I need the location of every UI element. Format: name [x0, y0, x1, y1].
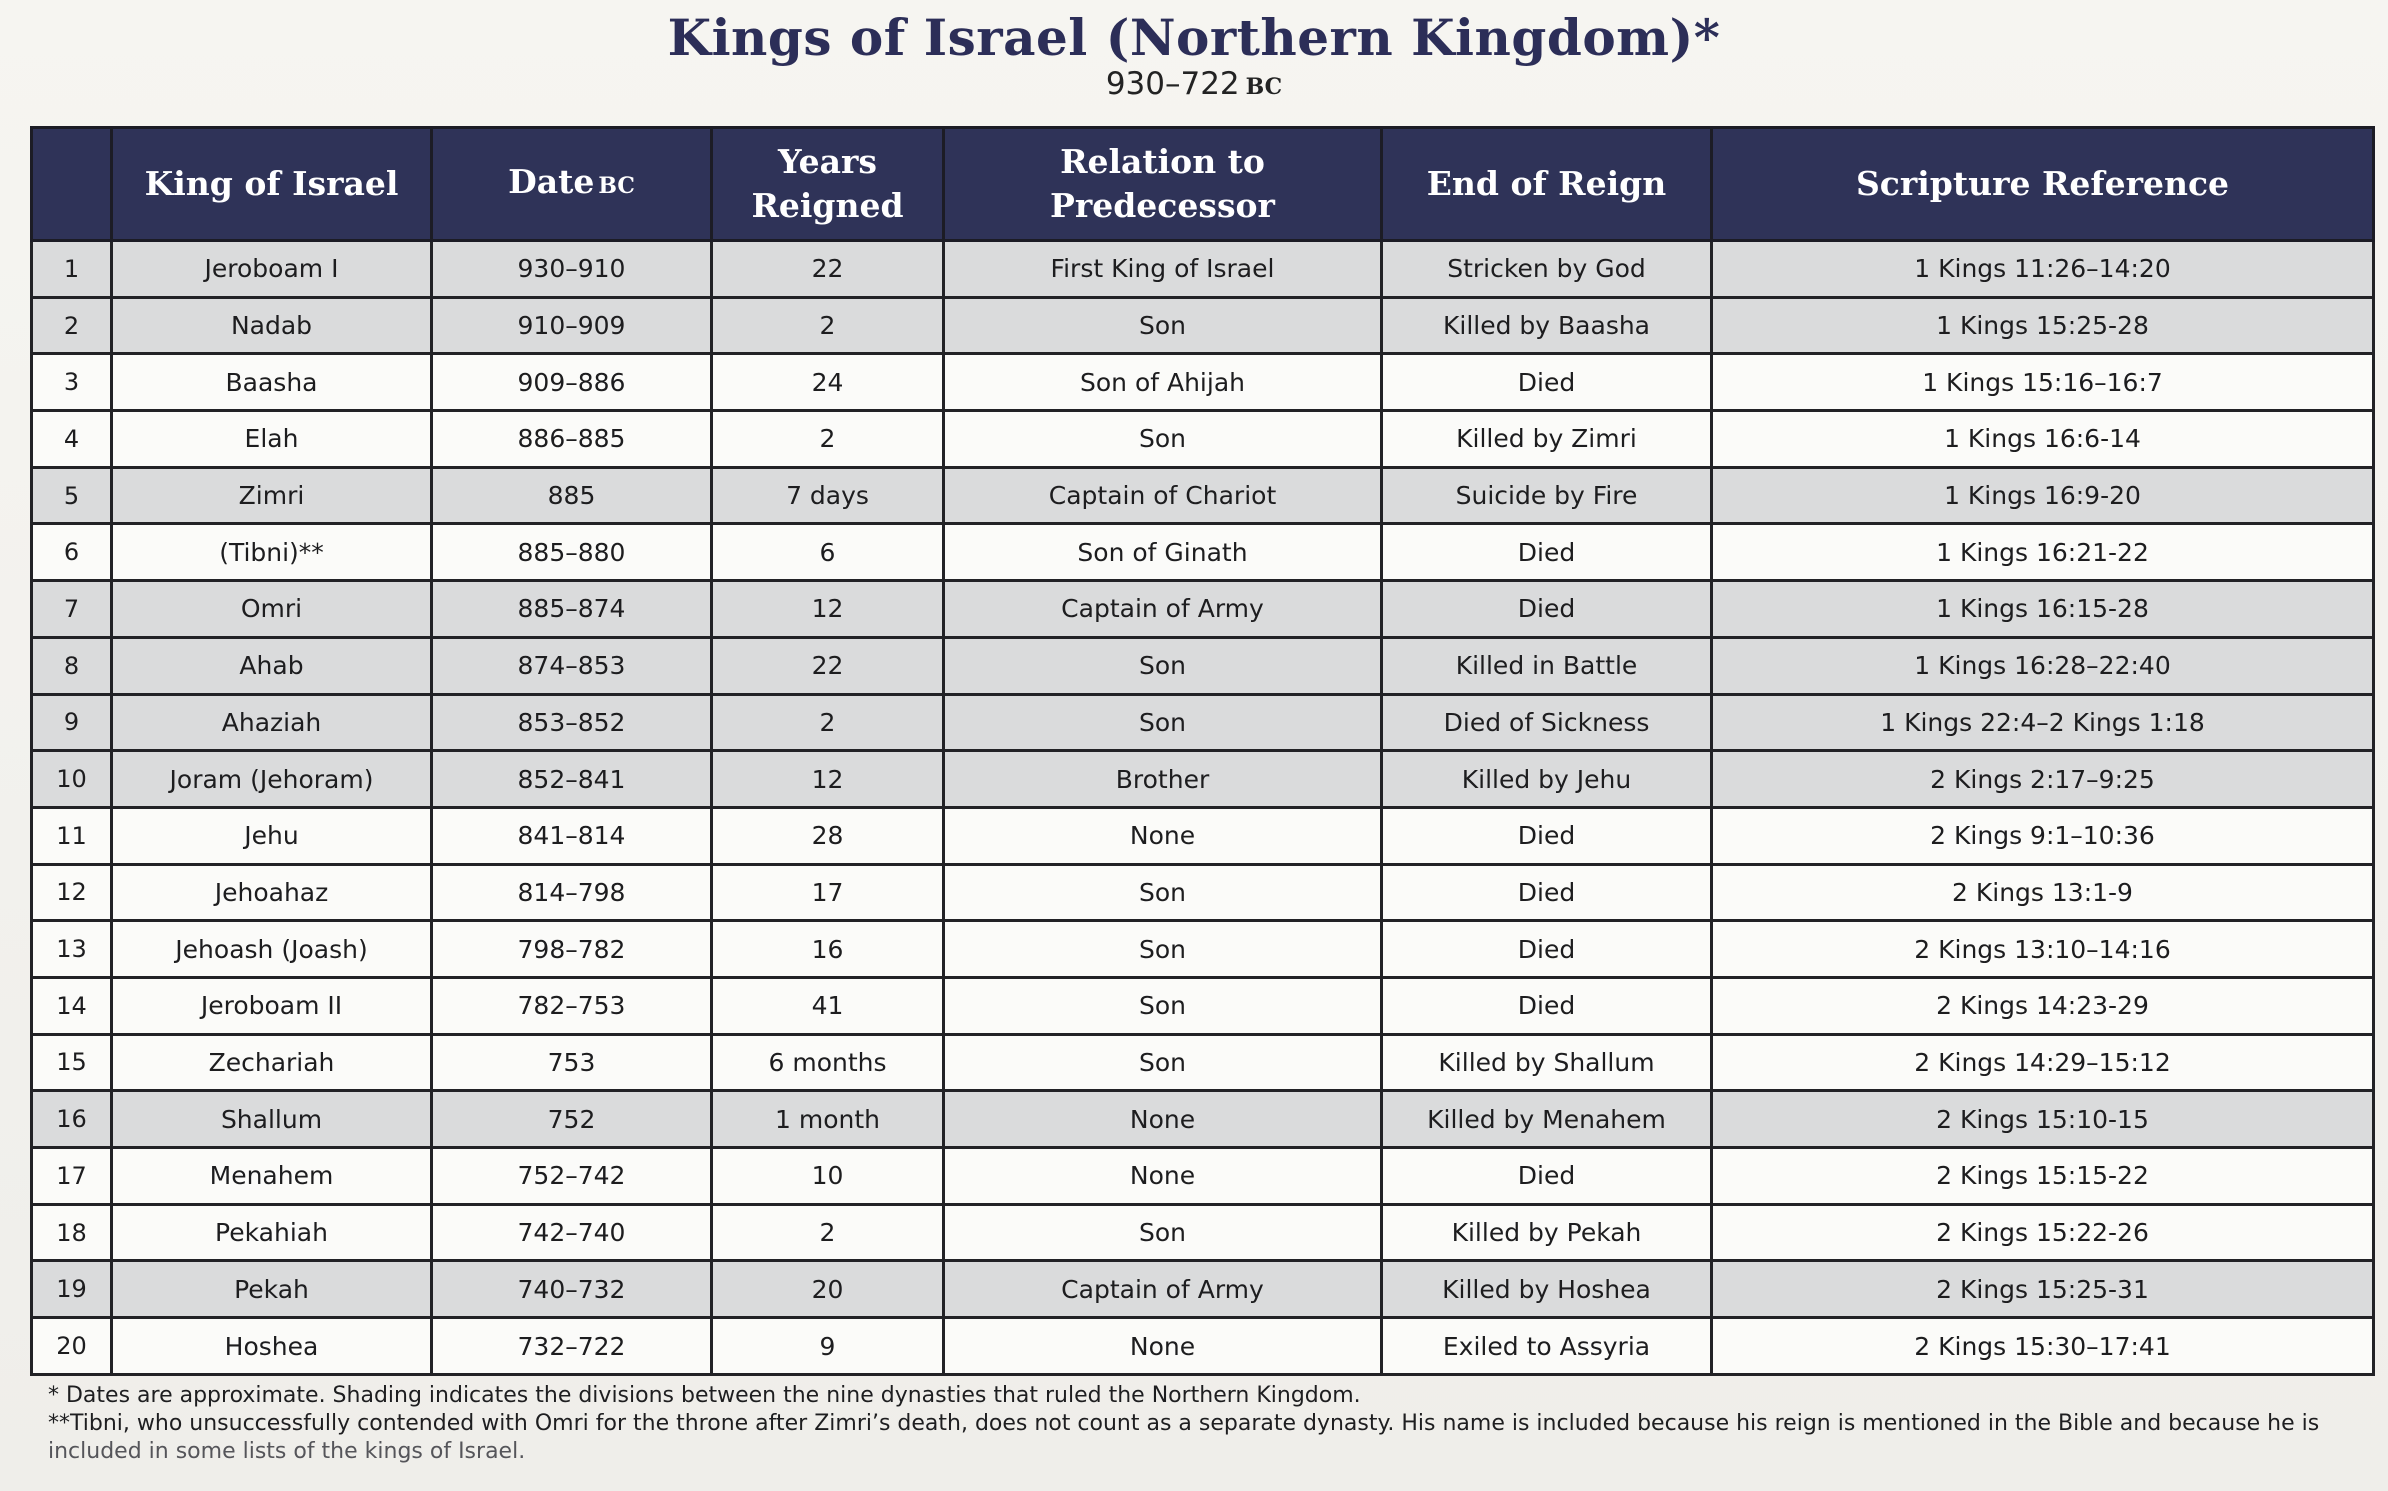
cell-end-of-reign: Died [1382, 354, 1712, 411]
kings-table [30, 126, 2375, 1376]
header-date-label: Date [508, 162, 595, 201]
cell-relation: Son [944, 1204, 1382, 1261]
cell-end-of-reign: Killed by Pekah [1382, 1204, 1712, 1261]
cell-date: 732–722 [432, 1318, 712, 1375]
cell-king: Elah [112, 411, 432, 468]
cell-date: 910–909 [432, 297, 712, 354]
cell-index: 8 [32, 637, 112, 694]
cell-king: Jehoash (Joash) [112, 921, 432, 978]
cell-end-of-reign: Died [1382, 977, 1712, 1034]
cell-date: 874–853 [432, 637, 712, 694]
cell-years: 6 months [712, 1034, 944, 1091]
cell-date: 852–841 [432, 751, 712, 808]
cell-years: 16 [712, 921, 944, 978]
header-years: Years Reigned [712, 128, 944, 241]
cell-end-of-reign: Exiled to Assyria [1382, 1318, 1712, 1375]
table-row [32, 1148, 2374, 1205]
cell-scripture-reference: 2 Kings 2:17–9:25 [1712, 751, 2374, 808]
cell-king: Jeroboam I [112, 241, 432, 298]
table-row [32, 637, 2374, 694]
table-row [32, 921, 2374, 978]
cell-relation: Son [944, 864, 1382, 921]
cell-years: 2 [712, 297, 944, 354]
cell-end-of-reign: Killed by Jehu [1382, 751, 1712, 808]
cell-index: 2 [32, 297, 112, 354]
header-end: End of Reign [1382, 128, 1712, 241]
cell-relation: Son of Ginath [944, 524, 1382, 581]
footnote-2: **Tibni, who unsuccessfully contended with Omri for the throne after Zimri’s death, does not count as a separate dynasty. His name is included because his reign is mentioned in the Bible and because he is [48, 1411, 2320, 1436]
era-label: BC [1245, 74, 1283, 100]
cell-end-of-reign: Died of Sickness [1382, 694, 1712, 751]
cell-relation: First King of Israel [944, 241, 1382, 298]
cell-years: 12 [712, 751, 944, 808]
table-row [32, 524, 2374, 581]
cell-king: Zimri [112, 467, 432, 524]
cell-years: 12 [712, 581, 944, 638]
cell-scripture-reference: 2 Kings 13:1-9 [1712, 864, 2374, 921]
cell-scripture-reference: 2 Kings 15:30–17:41 [1712, 1318, 2374, 1375]
table-row [32, 241, 2374, 298]
cell-end-of-reign: Died [1382, 581, 1712, 638]
cell-end-of-reign: Killed by Menahem [1382, 1091, 1712, 1148]
cell-scripture-reference: 2 Kings 15:10-15 [1712, 1091, 2374, 1148]
cell-years: 9 [712, 1318, 944, 1375]
table-row [32, 354, 2374, 411]
cell-years: 28 [712, 807, 944, 864]
table-row [32, 467, 2374, 524]
cell-relation: Son [944, 694, 1382, 751]
cell-index: 7 [32, 581, 112, 638]
cell-king: Zechariah [112, 1034, 432, 1091]
cell-king: Pekah [112, 1261, 432, 1318]
cell-date: 930–910 [432, 241, 712, 298]
cell-scripture-reference: 2 Kings 14:29–15:12 [1712, 1034, 2374, 1091]
cell-index: 11 [32, 807, 112, 864]
header-scripture: Scripture Reference [1712, 128, 2374, 241]
cell-date: 752–742 [432, 1148, 712, 1205]
cell-index: 6 [32, 524, 112, 581]
cell-date: 841–814 [432, 807, 712, 864]
cell-date: 740–732 [432, 1261, 712, 1318]
cell-king: Jehu [112, 807, 432, 864]
cell-relation: Captain of Army [944, 581, 1382, 638]
cell-years: 17 [712, 864, 944, 921]
table-header-row [32, 128, 2374, 241]
header-date [432, 128, 712, 241]
cell-scripture-reference: 2 Kings 14:23-29 [1712, 977, 2374, 1034]
cell-end-of-reign: Killed in Battle [1382, 637, 1712, 694]
cell-date: 753 [432, 1034, 712, 1091]
table-row [32, 411, 2374, 468]
header-date-suffix: BC [598, 173, 635, 199]
cell-years: 24 [712, 354, 944, 411]
cell-relation: None [944, 1091, 1382, 1148]
cell-end-of-reign: Died [1382, 1148, 1712, 1205]
cell-scripture-reference: 2 Kings 15:22-26 [1712, 1204, 2374, 1261]
table-row [32, 694, 2374, 751]
cell-index: 14 [32, 977, 112, 1034]
table-row [32, 807, 2374, 864]
cell-scripture-reference: 1 Kings 16:9-20 [1712, 467, 2374, 524]
table-row [32, 864, 2374, 921]
cell-end-of-reign: Killed by Hoshea [1382, 1261, 1712, 1318]
cell-relation: Son of Ahijah [944, 354, 1382, 411]
cell-king: (Tibni)** [112, 524, 432, 581]
footnote-1: * Dates are approximate. Shading indicates the divisions between the nine dynasties that ruled the Northern Kingdom. [48, 1383, 1361, 1408]
cell-scripture-reference: 1 Kings 16:6-14 [1712, 411, 2374, 468]
cell-relation: None [944, 1318, 1382, 1375]
cell-scripture-reference: 1 Kings 22:4–2 Kings 1:18 [1712, 694, 2374, 751]
cell-scripture-reference: 1 Kings 16:21-22 [1712, 524, 2374, 581]
cell-date: 798–782 [432, 921, 712, 978]
cell-relation: Son [944, 297, 1382, 354]
table-row [32, 1091, 2374, 1148]
header-king: King of Israel [112, 128, 432, 241]
cell-date: 782–753 [432, 977, 712, 1034]
cell-date: 885–874 [432, 581, 712, 638]
table-row [32, 1034, 2374, 1091]
cell-relation: Son [944, 411, 1382, 468]
cell-index: 12 [32, 864, 112, 921]
cell-relation: Son [944, 1034, 1382, 1091]
cell-scripture-reference: 1 Kings 15:16–16:7 [1712, 354, 2374, 411]
cell-relation: Son [944, 977, 1382, 1034]
cell-scripture-reference: 2 Kings 15:25-31 [1712, 1261, 2374, 1318]
cell-date: 885 [432, 467, 712, 524]
cell-king: Jeroboam II [112, 977, 432, 1034]
cell-years: 7 days [712, 467, 944, 524]
cell-king: Menahem [112, 1148, 432, 1205]
cell-scripture-reference: 1 Kings 15:25-28 [1712, 297, 2374, 354]
cell-king: Jehoahaz [112, 864, 432, 921]
cell-scripture-reference: 1 Kings 16:15-28 [1712, 581, 2374, 638]
cell-index: 20 [32, 1318, 112, 1375]
page-title: Kings of Israel (Northern Kingdom)* [667, 8, 1721, 67]
cell-king: Ahab [112, 637, 432, 694]
table-body [32, 241, 2374, 1375]
table-row [32, 977, 2374, 1034]
cell-king: Pekahiah [112, 1204, 432, 1261]
cell-index: 5 [32, 467, 112, 524]
cell-relation: Son [944, 637, 1382, 694]
cell-index: 1 [32, 241, 112, 298]
cell-index: 18 [32, 1204, 112, 1261]
cell-index: 16 [32, 1091, 112, 1148]
cell-scripture-reference: 2 Kings 15:15-22 [1712, 1148, 2374, 1205]
cell-date: 886–885 [432, 411, 712, 468]
cell-king: Hoshea [112, 1318, 432, 1375]
cell-date: 885–880 [432, 524, 712, 581]
cell-years: 22 [712, 241, 944, 298]
cell-index: 9 [32, 694, 112, 751]
cell-king: Nadab [112, 297, 432, 354]
cell-relation: Captain of Chariot [944, 467, 1382, 524]
cell-index: 13 [32, 921, 112, 978]
cell-relation: None [944, 807, 1382, 864]
footnote-2-continued: included in some lists of the kings of Israel. [48, 1439, 526, 1464]
cell-date: 814–798 [432, 864, 712, 921]
cell-end-of-reign: Killed by Shallum [1382, 1034, 1712, 1091]
cell-relation: None [944, 1148, 1382, 1205]
cell-years: 6 [712, 524, 944, 581]
footnotes [48, 1382, 2368, 1466]
cell-relation: Son [944, 921, 1382, 978]
cell-king: Joram (Jehoram) [112, 751, 432, 808]
cell-date: 909–886 [432, 354, 712, 411]
cell-king: Shallum [112, 1091, 432, 1148]
cell-index: 15 [32, 1034, 112, 1091]
cell-scripture-reference: 2 Kings 9:1–10:36 [1712, 807, 2374, 864]
cell-years: 41 [712, 977, 944, 1034]
table-row [32, 581, 2374, 638]
cell-end-of-reign: Suicide by Fire [1382, 467, 1712, 524]
cell-end-of-reign: Died [1382, 864, 1712, 921]
cell-end-of-reign: Killed by Baasha [1382, 297, 1712, 354]
date-range: 930–722 [1105, 66, 1240, 102]
cell-king: Ahaziah [112, 694, 432, 751]
cell-scripture-reference: 2 Kings 13:10–14:16 [1712, 921, 2374, 978]
table-row [32, 1204, 2374, 1261]
table-row [32, 297, 2374, 354]
cell-date: 853–852 [432, 694, 712, 751]
cell-end-of-reign: Stricken by God [1382, 241, 1712, 298]
table-row [32, 751, 2374, 808]
cell-index: 19 [32, 1261, 112, 1318]
cell-index: 3 [32, 354, 112, 411]
cell-index: 17 [32, 1148, 112, 1205]
cell-king: Omri [112, 581, 432, 638]
cell-years: 2 [712, 694, 944, 751]
cell-years: 22 [712, 637, 944, 694]
header-relation: Relation to Predecessor [944, 128, 1382, 241]
cell-relation: Captain of Army [944, 1261, 1382, 1318]
cell-years: 20 [712, 1261, 944, 1318]
cell-king: Baasha [112, 354, 432, 411]
cell-scripture-reference: 1 Kings 11:26–14:20 [1712, 241, 2374, 298]
cell-years: 2 [712, 1204, 944, 1261]
date-range-subtitle [0, 66, 2388, 102]
cell-scripture-reference: 1 Kings 16:28–22:40 [1712, 637, 2374, 694]
cell-years: 2 [712, 411, 944, 468]
table-row [32, 1261, 2374, 1318]
cell-end-of-reign: Killed by Zimri [1382, 411, 1712, 468]
cell-relation: Brother [944, 751, 1382, 808]
cell-date: 742–740 [432, 1204, 712, 1261]
cell-years: 10 [712, 1148, 944, 1205]
header-index [32, 128, 112, 241]
cell-end-of-reign: Died [1382, 807, 1712, 864]
cell-end-of-reign: Died [1382, 921, 1712, 978]
table-row [32, 1318, 2374, 1375]
cell-index: 10 [32, 751, 112, 808]
cell-years: 1 month [712, 1091, 944, 1148]
cell-end-of-reign: Died [1382, 524, 1712, 581]
cell-index: 4 [32, 411, 112, 468]
cell-date: 752 [432, 1091, 712, 1148]
